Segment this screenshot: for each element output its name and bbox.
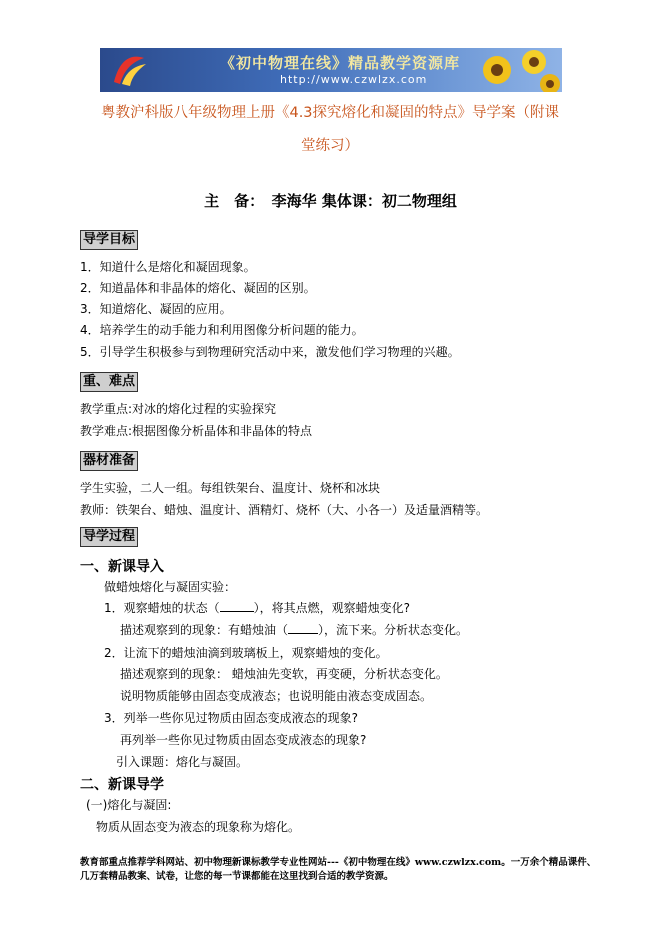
goal-item: 2．知道晶体和非晶体的熔化、凝固的区别。 bbox=[80, 281, 316, 295]
teaching-difficulty: 教学难点:根据图像分析晶体和非晶体的特点 bbox=[80, 424, 313, 438]
student-equipment: 学生实验，二人一组。每组铁架台、温度计、烧杯和冰块 bbox=[80, 481, 381, 495]
step-1-observation: 描述观察到的现象：有蜡烛油（ ），流下来。分析状态变化。 bbox=[120, 623, 469, 637]
step-2-observation: 描述观察到的现象： 蜡烛油先变软，再变硬，分析状态变化。 bbox=[120, 667, 448, 681]
page-footer: 教育部重点推荐学科网站、初中物理新课标教学专业性网站---《初中物理在线》www.czwlzx.com。一万余个精品课件、几万套精品教案、试卷，让您的每一节课都能在这里找到合适的教学资源。 bbox=[80, 857, 597, 882]
step-1: 1．观察蜡烛的状态（ ），将其点燃，观察蜡烛变化? bbox=[104, 601, 411, 615]
document-title-line1: 粤教沪科版八年级物理上册《4.3探究熔化和凝固的特点》导学案（附课 bbox=[100, 105, 560, 121]
banner-title: 《初中物理在线》精品教学资源库 bbox=[220, 54, 461, 72]
goal-item: 4．培养学生的动手能力和利用图像分析问题的能力。 bbox=[80, 323, 364, 337]
site-banner bbox=[100, 48, 562, 92]
section-goals-heading: 导学目标 bbox=[80, 230, 138, 250]
banner-url[interactable]: http://www.czwlzx.com bbox=[280, 73, 428, 86]
step-3: 3．列举一些你见过物质由固态变成液态的现象? bbox=[104, 711, 359, 725]
lead-in-topic: 引入课题：熔化与凝固。 bbox=[116, 755, 249, 769]
goal-item: 3．知道熔化、凝固的应用。 bbox=[80, 302, 232, 316]
part2-heading: 二、新课导学 bbox=[80, 777, 164, 793]
melting-definition: 物质从固态变为液态的现象称为熔化。 bbox=[96, 820, 301, 834]
goal-item: 1．知道什么是熔化和凝固现象。 bbox=[80, 260, 256, 274]
section-equipment-heading: 器材准备 bbox=[80, 451, 138, 471]
goal-item: 5．引导学生积极参与到物理研究活动中来，激发他们学习物理的兴趣。 bbox=[80, 345, 460, 359]
experiment-intro: 做蜡烛熔化与凝固实验： bbox=[104, 580, 237, 594]
sunflower-image bbox=[472, 48, 562, 92]
step-2-conclusion: 说明物质能够由固态变成液态；也说明能由液态变成固态。 bbox=[120, 689, 433, 703]
site-logo-icon bbox=[110, 52, 148, 88]
section-process-heading: 导学过程 bbox=[80, 527, 138, 547]
step-3-sub: 再列举一些你见过物质由固态变成液态的现象? bbox=[120, 733, 367, 747]
document-title-line2: 堂练习） bbox=[301, 138, 359, 154]
step-2: 2．让流下的蜡烛油滴到玻璃板上，观察蜡烛的变化。 bbox=[104, 646, 388, 660]
part1-heading: 一、新课导入 bbox=[80, 559, 164, 575]
teaching-focus: 教学重点:对冰的熔化过程的实验探究 bbox=[80, 402, 277, 416]
author-line: 主 备： 李海华 集体课：初二物理组 bbox=[204, 192, 457, 210]
section-key-heading: 重、难点 bbox=[80, 372, 138, 392]
subsection-melting: (一)熔化与凝固: bbox=[86, 798, 172, 812]
teacher-equipment: 教师：铁架台、蜡烛、温度计、酒精灯、烧杯（大、小各一）及适量酒精等。 bbox=[80, 503, 489, 517]
